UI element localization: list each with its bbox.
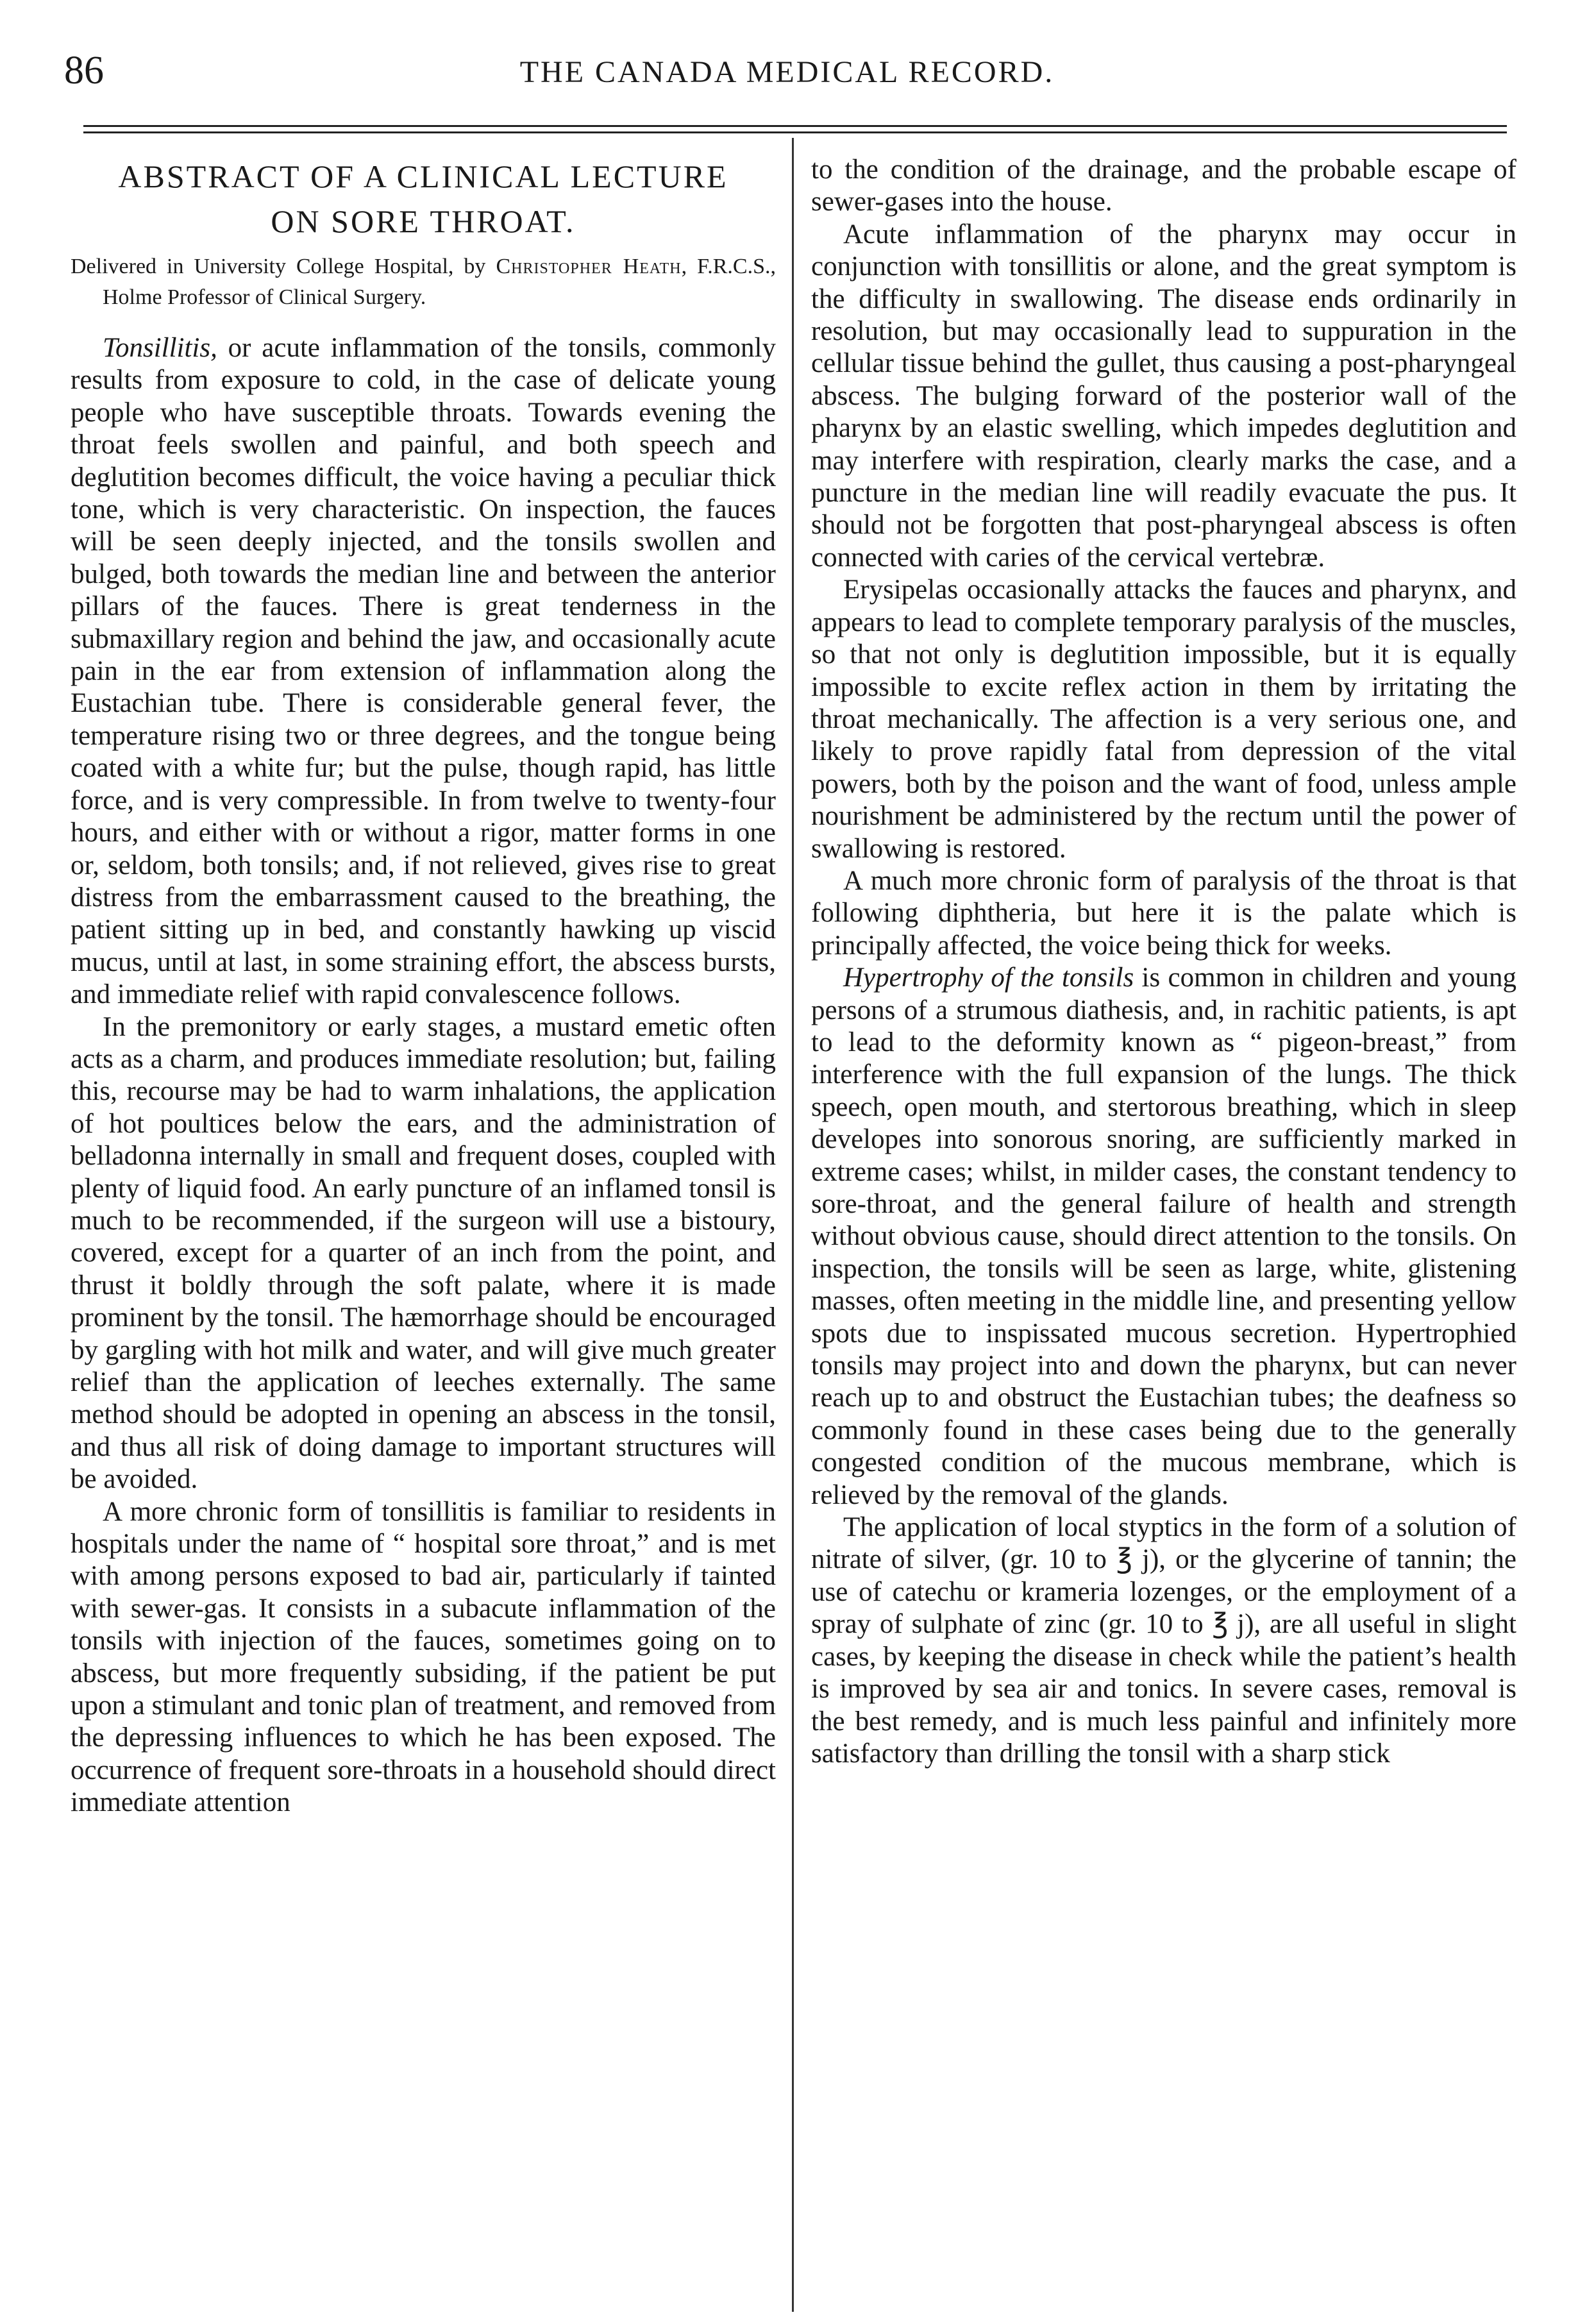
byline-author: Christopher Heath [496, 255, 682, 278]
left-column [71, 154, 776, 2309]
paragraph-chronic-tonsillitis: A more chronic form of tonsillitis is familiar to residents in hospitals under the name of “ hospital sore throat,” and is met with among persons exposed to bad air, particularly if tainted with sewer-gas. It consists in a subacute inflammation of the tonsils with injection of the fauces, sometimes going on to abscess, but more frequently subsiding, if the patient be put upon a stimulant and tonic plan of treatment, and removed from the depressing influences to which he has been exposed. The occurrence of frequent sore-throats in a household should direct immediate attention [71, 1496, 776, 1818]
page-number: 86 [64, 49, 104, 92]
paragraph-styptics: The application of local styptics in the form of a solution of nitrate of silver, (gr. 10 to ℥ j), or the glycerine of tannin; the use of catechu or krameria lozenges, or the employment of a spray of sulphate of zinc (gr. 10 to ℥ j), are all useful in slight cases, by keeping the disease in check while the patient’s health is improved by sea air and tonics. In severe cases, removal is the best remedy, and is much less painful and infinitely more satisfactory than drilling the tonsil with a sharp stick [811, 1512, 1516, 1769]
byline [71, 251, 776, 313]
article-title [71, 154, 776, 244]
paragraph-treatment: In the premonitory or early stages, a mustard emetic often acts as a charm, and produces immediate resolution; but, failing this, recourse may be had to warm inhalations, the application of hot poultices below the ears, and the administration of belladonna internally in small and frequent doses, coupled with plenty of liquid food. An early puncture of an inflamed tonsil is much to be recommended, if the surgeon will use a bistoury, covered, except for a quarter of an inch from the point, and thrust it boldly through the soft palate, where it is made prominent by the tonsil. The hæmorrhage should be encouraged by gargling with hot milk and water, and will give much greater relief than the application of leeches externally. The same method should be adopted in opening an abscess in the tonsil, and thus all risk of doing damage to important structures will be avoided. [71, 1011, 776, 1495]
title-line-2: ON SORE THROAT. [271, 203, 576, 239]
paragraph-pharyngitis: Acute inflammation of the pharynx may occur in conjunction with tonsillitis or alone, and the great symptom is the difficulty in swallowing. The disease ends ordinarily in resolution, but may occasionally lead to suppuration in the cellular tissue behind the gullet, thus causing a post-pharyngeal abscess. The bulging forward of the posterior wall of the pharynx by an elastic swelling, which impedes deglutition and may interfere with respiration, clearly marks the case, and a puncture in the median line will readily evacuate the pus. It should not be forgotten that post-pharyngeal abscess is often connected with caries of the cervical vertebræ. [811, 219, 1516, 573]
title-line-1: ABSTRACT OF A CLINICAL LECTURE [118, 158, 728, 194]
paragraph-erysipelas: Erysipelas occasionally attacks the fauces and pharynx, and appears to lead to complete temporary paralysis of the muscles, so that not only is deglutition impossible, but it is equally impossible to excite reflex action in them by irritating the throat mechanically. The affection is a very serious one, and likely to prove rapidly fatal from depression of the vital powers, both by the poison and the want of food, unless ample nourishment be administered by the rectum until the power of swallowing is restored. [811, 575, 1516, 864]
paragraph-text: is common in children and young persons of a strumous diathesis, and, in rachitic patients, is apt to lead to the deformity known as “ pigeon-breast,” from interference with the full expansion of the lungs. The thick speech, open mouth, and stertorous breathing, which in sleep developes into sonorous snoring, are sufficiently marked in extreme cases; whilst, in milder cases, the constant tendency to sore-throat, and the general failure of health and strength without obvious cause, should direct attention to the tonsils. On inspection, the tonsils will be seen as large, white, glistening masses, often meeting in the middle line, and presenting yellow spots due to inspissated mucous secretion. Hypertrophied tonsils may project into and down the pharynx, but can never reach up to and obstruct the Eustachian tubes; the deafness so commonly found in these cases being due to the generally congested condition of the mucous membrane, which is relieved by the removal of the glands. [811, 963, 1516, 1510]
paragraph-text: or acute inflammation of the tonsils, commonly results from exposure to cold, in the case of delicate young people who have susceptible throats. Towards evening the throat feels swollen and painful, and both speech and deglutition becomes difficult, the voice having a peculiar thick tone, which is very characteristic. On inspection, the fauces will be seen deeply injected, and the tonsils swollen and bulged, both towards the median line and between the anterior pillars of the fauces. There is great tenderness in the submaxillary region and behind the jaw, and occasionally acute pain in the ear from extension of inflammation along the Eustachian tube. There is considerable general fever, the temperature rising two or three degrees, and the tongue being coated with a white fur; but the pulse, though rapid, has little force, and is very compressible. In from twelve to twenty-four hours, and either with or without a rigor, matter forms in one or, seldom, both tonsils; and, if not relieved, gives rise to great distress from the embarrassment caused to the breathing, the patient sitting up in bed, and constantly hawking up viscid mucus, until at last, in some straining effort, the abscess bursts, and immediate relief with rapid convalescence follows. [71, 333, 776, 1010]
byline-suffix: , F.R.C.S., Holme Professor of Clinical Surgery. [103, 255, 776, 309]
term-tonsillitis: Tonsillitis, [103, 333, 217, 363]
header-rule-top [83, 125, 1507, 127]
right-column [811, 154, 1516, 2309]
running-title: THE CANADA MEDICAL RECORD. [519, 55, 1055, 89]
paragraph-hypertrophy [811, 962, 1516, 1511]
page-header [64, 45, 1510, 103]
paragraph-tonsillitis [71, 332, 776, 1011]
byline-prefix: Delivered in University College Hospital, by [71, 255, 486, 278]
header-rule-bottom [83, 131, 1507, 133]
column-divider [792, 138, 794, 2312]
paragraph-continuation: to the condition of the drainage, and the probable escape of sewer-gases into the house. [811, 155, 1516, 217]
paragraph-paralysis: A much more chronic form of paralysis of the throat is that following diphtheria, but here it is the palate which is principally affected, the voice being thick for weeks. [811, 865, 1516, 961]
term-hypertrophy: Hypertrophy of the tonsils [843, 963, 1134, 993]
